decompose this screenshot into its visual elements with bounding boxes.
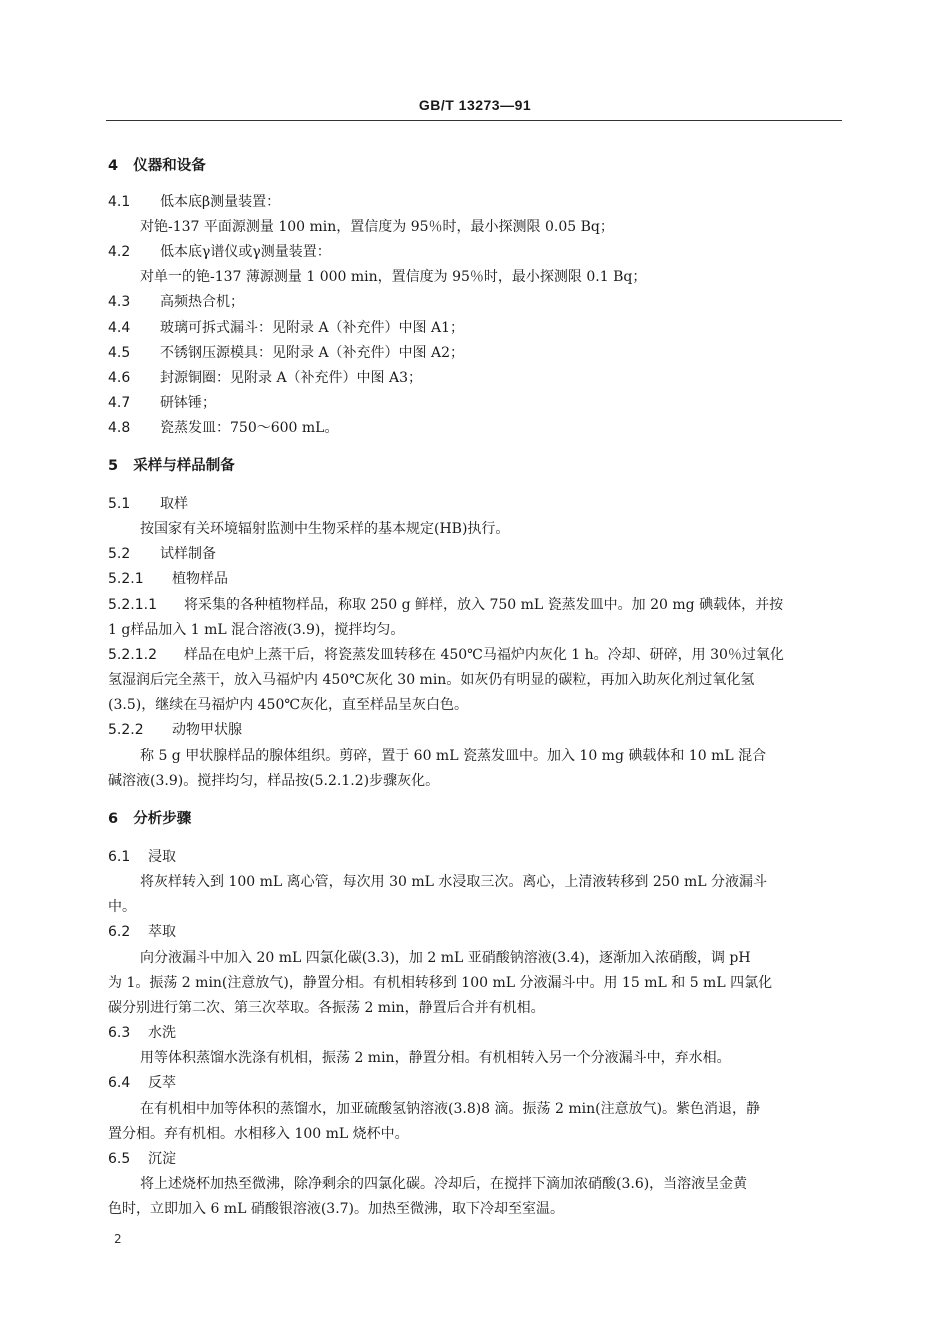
clause-4-4 <box>108 318 464 338</box>
clause-5-1-body: 按国家有关环境辐射监测中生物采样的基本规定(HB)执行。 <box>140 521 510 537</box>
clause-6-5-body: 将上述烧杯加热至微沸，除净剩余的四氯化碳。冷却后，在搅拌下滴加浓硝酸(3.6)，当溶液呈金黄 <box>140 1176 748 1192</box>
clause-6-1-body: 将灰样转入到 100 mL 离心管，每次用 30 mL 水浸取三次。离心，上清液转移到 250 mL 分液漏斗 <box>140 874 768 890</box>
clause-6-4-body-cont: 置分相。弃有机相。水相移入 100 mL 烧杯中。 <box>108 1126 409 1142</box>
clause-number: 5.2.2 <box>108 722 144 738</box>
clause-number: 4.7 <box>108 395 131 411</box>
clause-number: 5.2 <box>108 546 131 562</box>
standard-code-header: GB/T 13273—91 <box>418 97 532 113</box>
clause-text: 浸取 <box>148 849 176 865</box>
clause-5-2-1 <box>108 569 228 589</box>
clause-number: 4.6 <box>108 370 131 386</box>
clause-6-4 <box>108 1073 176 1093</box>
clause-text: 沉淀 <box>148 1151 176 1167</box>
section-6-heading <box>108 809 191 829</box>
clause-text: 反萃 <box>148 1075 176 1091</box>
clause-6-4-body: 在有机相中加等体积的蒸馏水，加亚硫酸氢钠溶液(3.8)8 滴。振荡 2 min(注意放气)。紫色消退，静 <box>140 1101 761 1117</box>
clause-text: 高频热合机； <box>160 294 244 310</box>
clause-number: 6.5 <box>108 1151 131 1167</box>
clause-number: 4.4 <box>108 320 131 336</box>
section-number: 5 <box>108 458 119 474</box>
clause-number: 6.4 <box>108 1075 131 1091</box>
section-title: 分析步骤 <box>133 811 192 827</box>
clause-6-2 <box>108 922 176 942</box>
clause-6-2-body-cont: 为 1。振荡 2 min(注意放气)，静置分相。有机相转移到 100 mL 分液漏斗中。用 15 mL 和 5 mL 四氯化 <box>108 975 773 991</box>
clause-6-5-body-cont: 色时，立即加入 6 mL 硝酸银溶液(3.7)。加热至微沸，取下冷却至室温。 <box>108 1201 565 1217</box>
header-rule <box>106 120 842 121</box>
clause-5-2-2 <box>108 720 242 740</box>
clause-number: 6.1 <box>108 849 131 865</box>
clause-text: 低本底γ谱仪或γ测量装置： <box>160 244 331 260</box>
clause-number: 5.2.1 <box>108 571 144 587</box>
clause-4-6 <box>108 368 422 388</box>
clause-6-2-body-cont: 碳分别进行第二次、第三次萃取。各振荡 2 min，静置后合并有机相。 <box>108 1000 545 1016</box>
clause-number: 4.2 <box>108 244 131 260</box>
section-4-heading <box>108 156 206 176</box>
clause-text: 不锈钢压源模具：见附录 A（补充件）中图 A2； <box>160 345 465 361</box>
clause-text: 玻璃可拆式漏斗：见附录 A（补充件）中图 A1； <box>160 320 465 336</box>
clause-5-2-1-2-cont: (3.5)，继续在马福炉内 450℃灰化，直至样品呈灰白色。 <box>108 697 469 713</box>
clause-5-2-1-1-cont: 1 g样品加入 1 mL 混合溶液(3.9)，搅拌均匀。 <box>108 622 405 638</box>
clause-text: 植物样品 <box>172 571 228 587</box>
clause-number: 5.1 <box>108 496 131 512</box>
clause-number: 4.5 <box>108 345 131 361</box>
clause-6-5 <box>108 1149 176 1169</box>
clause-5-2 <box>108 544 216 564</box>
clause-6-1-body-cont: 中。 <box>108 899 136 915</box>
clause-text: 试样制备 <box>160 546 216 562</box>
clause-text: 将采集的各种植物样品，称取 250 g 鲜样，放入 750 mL 瓷蒸发皿中。加 20 mg 碘载体，并按 <box>184 597 784 613</box>
clause-text: 萃取 <box>148 924 176 940</box>
clause-number: 4.1 <box>108 194 131 210</box>
section-5-heading <box>108 456 235 476</box>
clause-5-2-1-2-cont: 氢湿润后完全蒸干，放入马福炉内 450℃灰化 30 min。如灰仍有明显的碳粒，再加入助灰化剂过氧化氢 <box>108 672 755 688</box>
clause-text: 低本底β测量装置： <box>160 194 281 210</box>
clause-4-3 <box>108 292 244 312</box>
clause-4-2 <box>108 242 331 262</box>
clause-4-2-body: 对单一的铯-137 薄源测量 1 000 min，置信度为 95％时，最小探测限 0.1 Bq； <box>140 269 647 285</box>
clause-4-7 <box>108 393 216 413</box>
clause-5-1 <box>108 494 188 514</box>
section-title: 采样与样品制备 <box>133 458 235 474</box>
clause-number: 6.3 <box>108 1025 131 1041</box>
clause-4-8 <box>108 418 338 438</box>
clause-5-2-1-1 <box>108 595 783 615</box>
clause-text: 封源铜圈：见附录 A（补充件）中图 A3； <box>160 370 423 386</box>
clause-6-2-body: 向分液漏斗中加入 20 mL 四氯化碳(3.3)，加 2 mL 亚硝酸钠溶液(3.4)，逐渐加入浓硝酸，调 pH <box>140 950 751 966</box>
clause-6-3-body: 用等体积蒸馏水洗涤有机相，振荡 2 min，静置分相。有机相转入另一个分液漏斗中，弃水相。 <box>140 1050 731 1066</box>
clause-number: 5.2.1.1 <box>108 597 157 613</box>
clause-4-1-body: 对铯-137 平面源测量 100 min，置信度为 95％时，最小探测限 0.05 Bq； <box>140 219 614 235</box>
clause-5-2-1-2 <box>108 645 784 665</box>
clause-text: 动物甲状腺 <box>172 722 242 738</box>
page-number: 2 <box>114 1232 122 1246</box>
clause-text: 样品在电炉上蒸干后，将瓷蒸发皿转移在 450℃马福炉内灰化 1 h。冷却、研碎，用 30％过氧化 <box>184 647 784 663</box>
section-number: 6 <box>108 811 119 827</box>
clause-number: 5.2.1.2 <box>108 647 157 663</box>
clause-text: 研钵锤； <box>160 395 216 411</box>
clause-5-2-2-body: 称 5 g 甲状腺样品的腺体组织。剪碎，置于 60 mL 瓷蒸发皿中。加入 10 mg 碘载体和 10 mL 混合 <box>140 748 767 764</box>
clause-6-1 <box>108 847 176 867</box>
clause-4-1 <box>108 192 280 212</box>
clause-4-5 <box>108 343 464 363</box>
clause-text: 瓷蒸发皿：750～600 mL。 <box>160 420 339 436</box>
clause-number: 4.8 <box>108 420 131 436</box>
clause-text: 取样 <box>160 496 188 512</box>
section-number: 4 <box>108 158 119 174</box>
section-title: 仪器和设备 <box>133 158 206 174</box>
clause-text: 水洗 <box>148 1025 176 1041</box>
clause-5-2-2-body-cont: 碱溶液(3.9)。搅拌均匀，样品按(5.2.1.2)步骤灰化。 <box>108 773 440 789</box>
clause-number: 4.3 <box>108 294 131 310</box>
clause-6-3 <box>108 1023 176 1043</box>
clause-number: 6.2 <box>108 924 131 940</box>
